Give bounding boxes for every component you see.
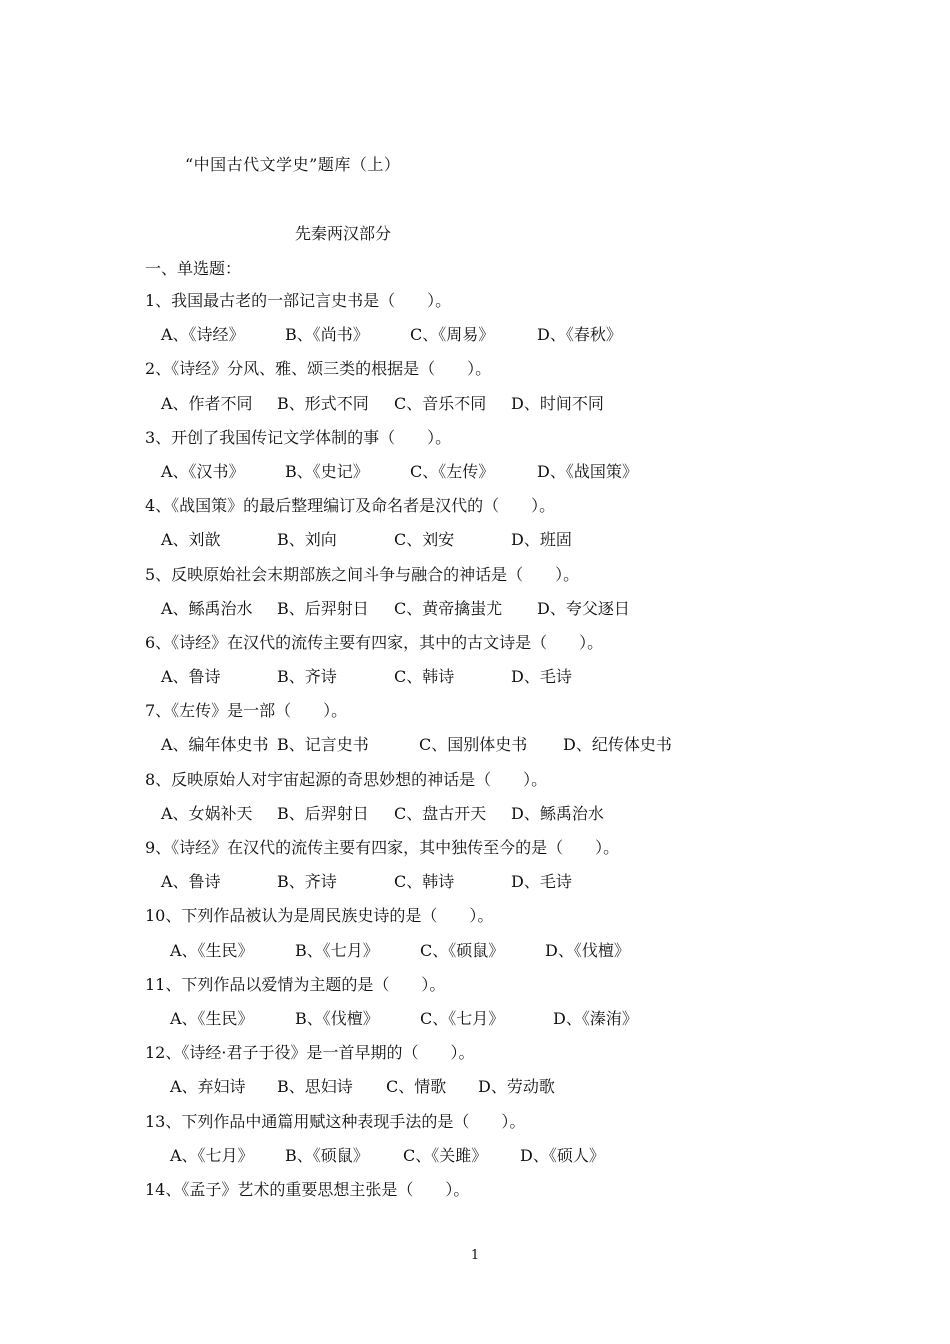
question-stem: 9、《诗经》在汉代的流传主要有四家，其中独传至今的是（ ）。 [145,838,620,857]
option-a: A、鲁诗 [161,872,221,892]
option-a: A、《汉书》 [161,461,245,481]
question-stem: 14、《孟子》艺术的重要思想主张是（ ）。 [145,1179,470,1199]
option-d: D、《硕人》 [520,1145,605,1165]
option-b: B、齐诗 [277,872,337,892]
document-title: “中国古代文学史”题库（上） [185,155,401,174]
option-c: C、《关雎》 [403,1145,488,1165]
option-c: C、韩诗 [394,872,455,892]
option-b: B、《七月》 [295,940,379,960]
question-list [145,290,845,1213]
page-number: 1 [470,1248,480,1263]
option-c: C、《七月》 [420,1008,505,1028]
option-b: B、《史记》 [285,461,369,481]
option-d: D、《战国策》 [537,461,638,481]
option-d: D、班固 [511,530,572,550]
option-row [145,529,845,563]
option-c: C、韩诗 [394,667,455,687]
option-a: A、《诗经》 [161,325,245,345]
option-a: A、刘歆 [161,530,221,550]
question-stem: 5、反映原始社会末期部族之间斗争与融合的神话是（ ）。 [145,564,580,584]
option-b: B、后羿射日 [277,598,369,618]
option-b: B、《尚书》 [285,325,369,345]
option-c: C、刘安 [394,530,455,550]
option-row [145,734,845,768]
question-stem: 3、开创了我国传记文学体制的事（ ）。 [145,427,452,447]
option-c: C、黄帝擒蚩尤 [394,598,503,618]
question-stem: 7、《左传》是一部（ ）。 [145,701,348,721]
option-a: A、编年体史书 [161,735,269,755]
option-d: D、毛诗 [511,667,572,687]
option-row [145,666,845,700]
option-c: C、《硕鼠》 [420,940,505,960]
option-row [145,1145,845,1179]
option-c: C、国别体史书 [419,735,528,755]
option-d: D、劳动歌 [478,1077,555,1097]
option-a: A、鲁诗 [161,667,221,687]
option-row [145,461,845,495]
question-stem: 2、《诗经》分风、雅、颂三类的根据是（ ）。 [145,359,492,379]
option-d: D、《春秋》 [537,325,622,345]
option-c: C、《左传》 [410,461,495,481]
option-a: A、鲧禹治水 [161,598,253,618]
option-a: A、女娲补天 [161,803,253,823]
option-b: B、思妇诗 [277,1077,353,1097]
option-d: D、纪传体史书 [563,735,672,755]
option-a: A、作者不同 [161,393,253,413]
option-b: B、刘向 [277,530,337,550]
question-stem: 10、下列作品被认为是周民族史诗的是（ ）。 [145,906,494,926]
option-b: B、《硕鼠》 [285,1145,369,1165]
option-row [145,1076,845,1110]
option-b: B、形式不同 [277,393,369,413]
question-stem: 11、下列作品以爱情为主题的是（ ）。 [145,974,446,994]
option-a: A、《七月》 [170,1145,254,1165]
option-row [145,598,845,632]
option-row [145,324,845,358]
option-row [145,393,845,427]
option-d: D、鲧禹治水 [511,803,604,823]
option-b: B、齐诗 [277,667,337,687]
question-stem: 1、我国最古老的一部记言史书是（ ）。 [145,291,452,310]
option-d: D、《伐檀》 [545,940,630,960]
question-stem: 12、《诗经·君子于役》是一首早期的（ ）。 [145,1043,475,1063]
option-c: C、盘古开天 [394,803,487,823]
option-row [145,940,845,974]
option-d: D、《溱洧》 [553,1008,638,1028]
option-d: D、毛诗 [511,872,572,892]
option-b: B、《伐檀》 [295,1008,379,1028]
option-d: D、夸父逐日 [537,598,630,618]
question-stem: 13、下列作品中通篇用赋这种表现手法的是（ ）。 [145,1111,526,1131]
option-c: C、音乐不同 [394,393,487,413]
option-row [145,1008,845,1042]
option-row [145,871,845,905]
option-a: A、《生民》 [170,1008,254,1028]
question-stem: 4、《战国策》的最后整理编订及命名者是汉代的（ ）。 [145,496,556,516]
option-a: A、《生民》 [170,940,254,960]
part-heading: 先秦两汉部分 [295,224,392,243]
option-d: D、时间不同 [511,393,604,413]
question-stem: 8、反映原始人对宇宙起源的奇思妙想的神话是（ ）。 [145,769,548,789]
question-stem: 6、《诗经》在汉代的流传主要有四家，其中的古文诗是（ ）。 [145,632,604,652]
option-c: C、情歌 [386,1077,447,1097]
section-heading: 一、单选题： [145,259,242,278]
option-a: A、弃妇诗 [170,1077,246,1097]
option-b: B、后羿射日 [277,803,369,823]
option-b: B、记言史书 [277,735,369,755]
option-row [145,803,845,837]
option-c: C、《周易》 [410,325,495,345]
